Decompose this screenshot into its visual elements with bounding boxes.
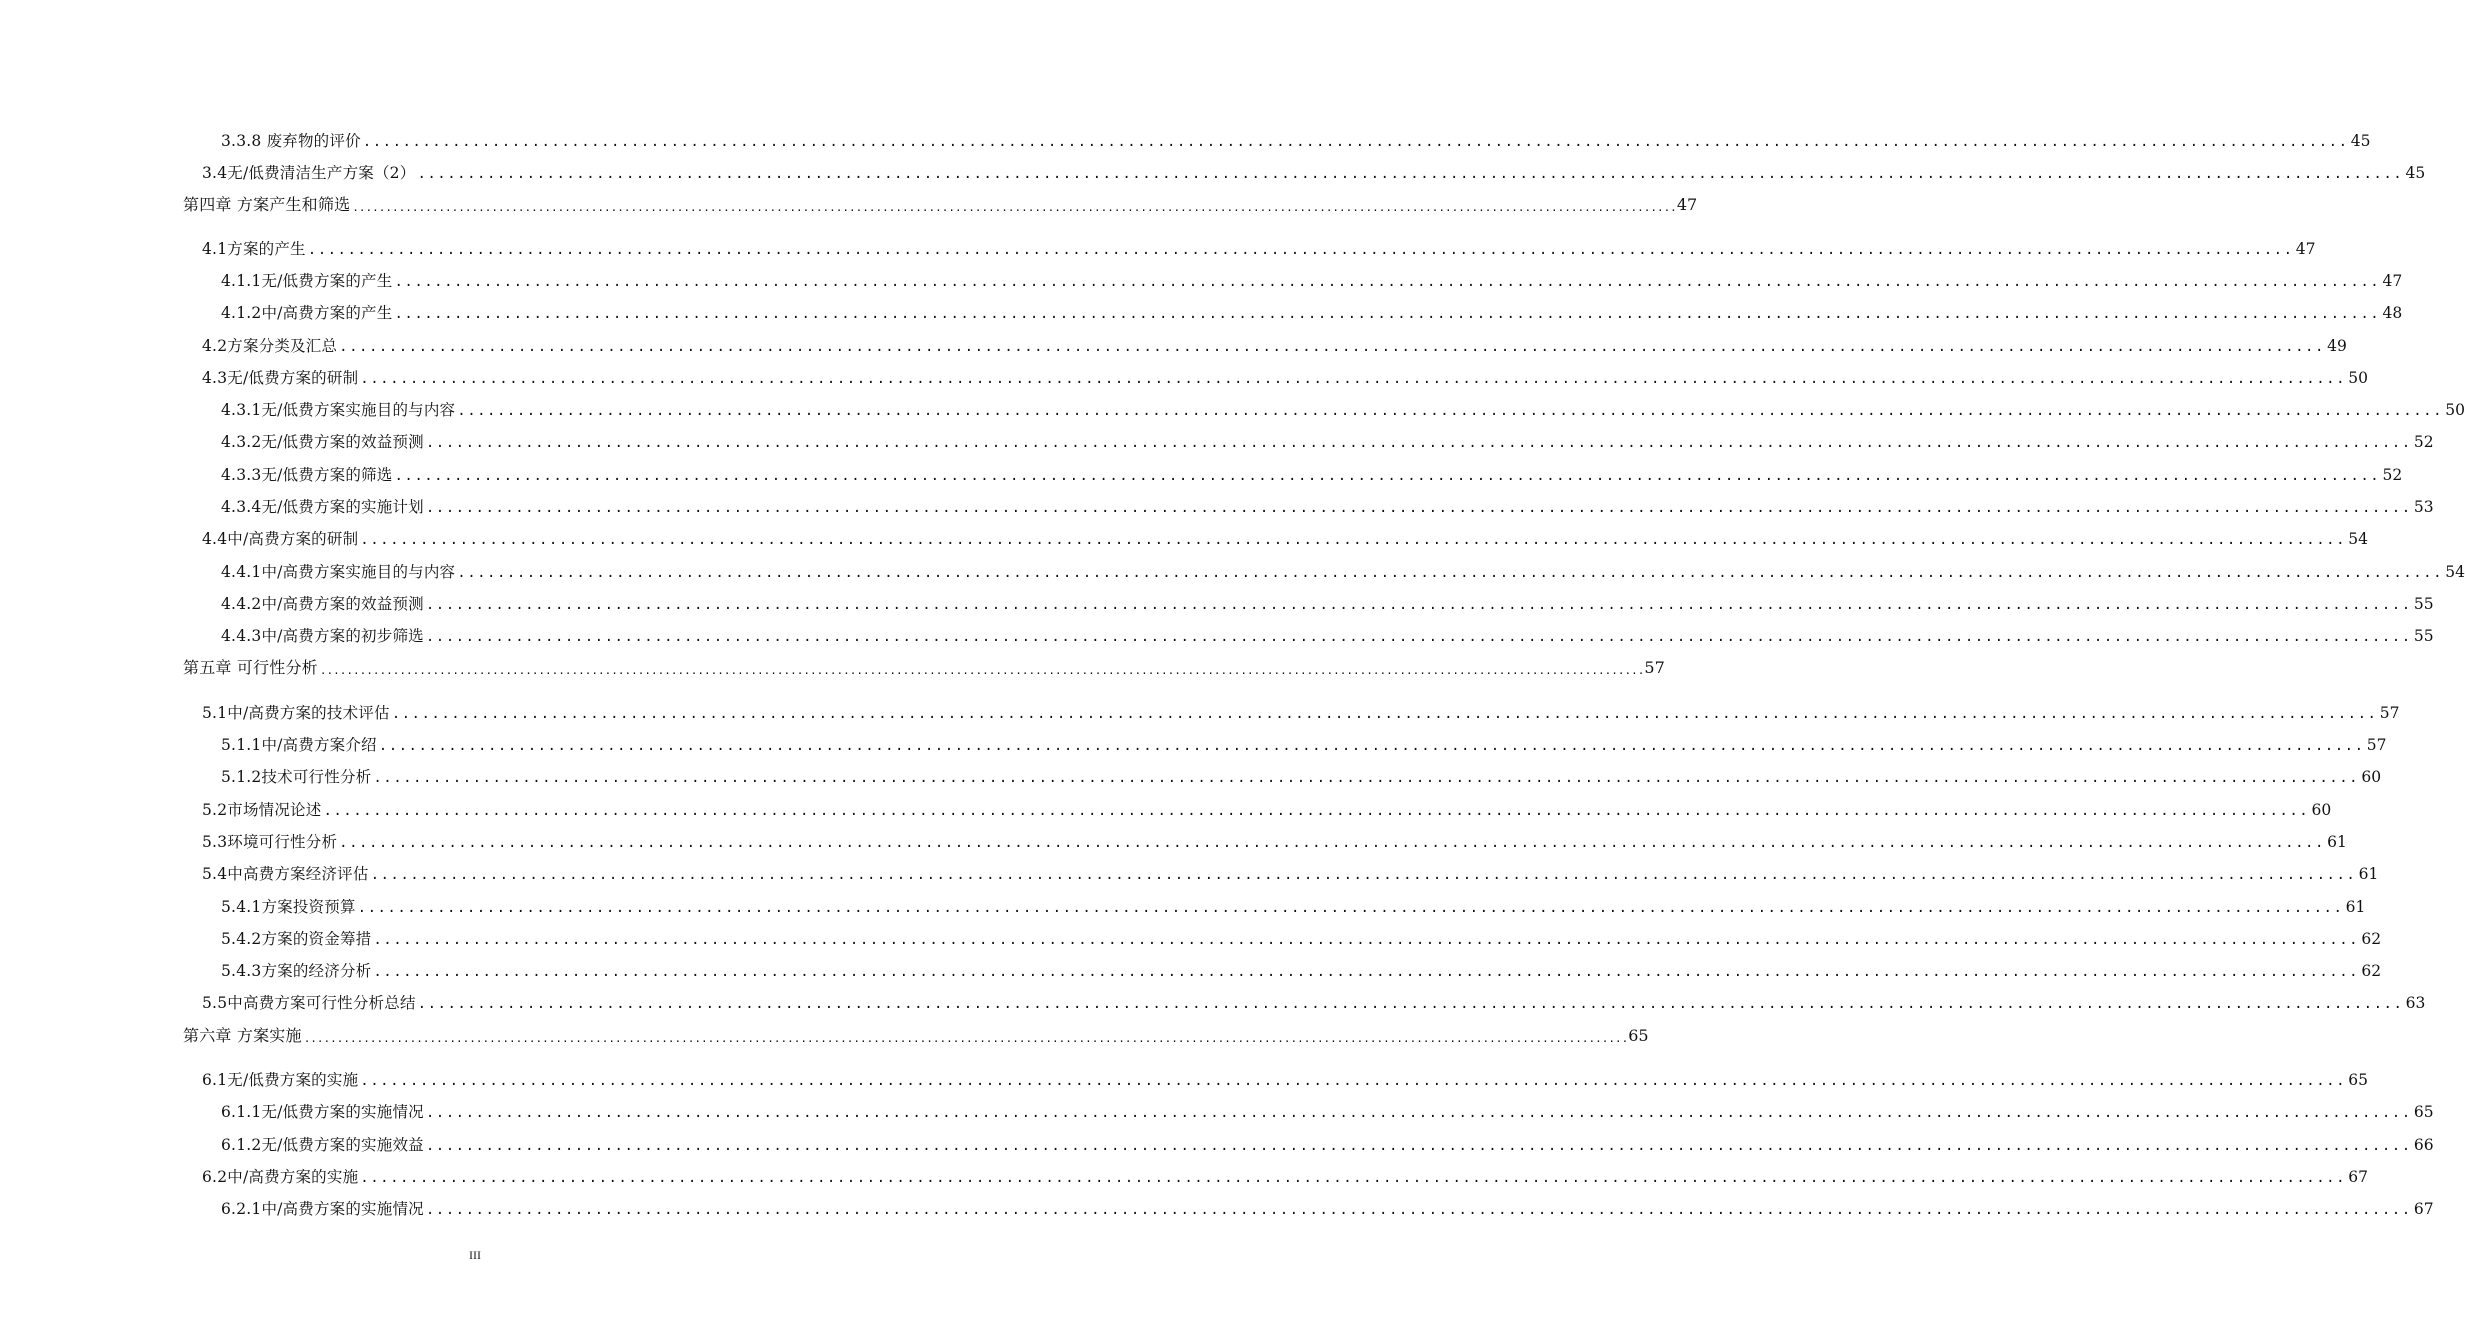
toc-entry-label: 4.4.3中/高费方案的初步筛选 [221, 627, 424, 645]
toc-entry[interactable] [221, 590, 2434, 614]
toc-entry[interactable] [221, 299, 2403, 323]
toc-dot-leader: ........................................................................................................................................................................................................ [425, 1105, 2412, 1121]
toc-entry-label: 5.1中/高费方案的技术评估 [202, 704, 390, 722]
toc-dot-leader: ........................................................................................................................................................................................................ [417, 166, 2404, 182]
toc-entry-label: 第六章 方案实施 [183, 1026, 302, 1045]
toc-entry[interactable] [202, 1163, 2369, 1187]
toc-page-number: 61 [2327, 833, 2347, 851]
toc-entry[interactable] [221, 396, 2465, 420]
toc-entry[interactable] [202, 332, 2347, 356]
toc-page-number: 65 [2348, 1071, 2369, 1089]
toc-dot-leader: ........................................................................................................................................................................................................ [425, 597, 2412, 613]
toc-entry[interactable] [202, 364, 2369, 388]
toc-entry-label: 3.3.8 废弃物的评价 [221, 132, 361, 150]
toc-dot-leader: ........................................................................................................................................................................................................ [425, 500, 2412, 516]
toc-dot-leader: ........................................................................................................................................................................................................ [360, 371, 2347, 387]
toc-entry-label: 第五章 可行性分析 [183, 658, 318, 677]
toc-entry-label: 6.1无/低费方案的实施 [202, 1071, 359, 1089]
toc-entry[interactable] [202, 828, 2347, 852]
toc-dot-leader: ........................................................................................................................................................................................................ [319, 664, 1645, 677]
toc-page-number: 57 [2366, 736, 2387, 754]
toc-entry-label: 4.3.4无/低费方案的实施计划 [221, 498, 424, 516]
toc-entry-label: 5.4.2方案的资金筹措 [221, 930, 372, 948]
toc-entry-label: 3.4无/低费清洁生产方案（2） [202, 164, 416, 182]
toc-entry[interactable] [202, 699, 2400, 723]
toc-entry-label: 6.2.1中/高费方案的实施情况 [221, 1200, 424, 1218]
toc-page-number: 50 [2445, 401, 2465, 419]
toc-dot-leader: ........................................................................................................................................................................................................ [360, 1170, 2347, 1186]
toc-entry-label: 5.1.2技术可行性分析 [221, 768, 372, 786]
toc-dot-leader: ........................................................................................................................................................................................................ [307, 242, 2294, 258]
toc-dot-leader: ........................................................................................................................................................................................................ [391, 706, 2378, 722]
toc-page-number: 63 [2405, 994, 2426, 1012]
toc-entry[interactable] [221, 893, 2366, 917]
toc-entry[interactable] [221, 1195, 2434, 1219]
toc-dot-leader: ........................................................................................................................................................................................................ [352, 201, 1677, 214]
toc-entry-label: 4.3.3无/低费方案的筛选 [221, 466, 393, 484]
toc-entry[interactable] [221, 925, 2382, 949]
toc-page-number: 45 [2350, 132, 2371, 150]
toc-entry-label: 5.5中高费方案可行性分析总结 [202, 994, 416, 1012]
toc-page-number: 47 [2295, 240, 2316, 258]
toc-page-number: 66 [2413, 1136, 2434, 1154]
toc-page-number: 52 [2413, 433, 2434, 451]
toc-dot-leader: ........................................................................................................................................................................................................ [425, 1202, 2412, 1218]
toc-entry-label: 5.2市场情况论述 [202, 801, 322, 819]
toc-entry-label: 5.4.1方案投资预算 [221, 898, 356, 916]
toc-entry[interactable] [221, 461, 2403, 485]
toc-entry[interactable] [221, 127, 2371, 151]
toc-entry[interactable] [202, 525, 2369, 549]
toc-chapter-entry[interactable] [183, 654, 1665, 678]
toc-dot-leader: ........................................................................................................................................................................................................ [425, 629, 2412, 645]
toc-dot-leader: ........................................................................................................................................................................................................ [339, 835, 2325, 851]
toc-page-number: 54 [2348, 530, 2369, 548]
toc-page-number: 67 [2348, 1168, 2369, 1186]
toc-dot-leader: ........................................................................................................................................................................................................ [362, 134, 2349, 150]
toc-dot-leader: ........................................................................................................................................................................................................ [323, 803, 2310, 819]
toc-entry-label: 4.3无/低费方案的研制 [202, 369, 359, 387]
toc-page-number: 62 [2361, 930, 2382, 948]
toc-dot-leader: ........................................................................................................................................................................................................ [339, 339, 2325, 355]
toc-page-number: 48 [2382, 304, 2403, 322]
toc-entry[interactable] [221, 957, 2382, 981]
toc-entry[interactable] [202, 796, 2332, 820]
toc-entry[interactable] [221, 622, 2434, 646]
toc-entry[interactable] [202, 1066, 2369, 1090]
toc-dot-leader: ........................................................................................................................................................................................................ [360, 1073, 2347, 1089]
toc-entry-label: 4.1.2中/高费方案的产生 [221, 304, 393, 322]
toc-entry-label: 4.2方案分类及汇总 [202, 337, 338, 355]
toc-entry[interactable] [221, 731, 2387, 755]
toc-dot-leader: ........................................................................................................................................................................................................ [357, 900, 2344, 916]
toc-entry-label: 6.1.1无/低费方案的实施情况 [221, 1103, 424, 1121]
toc-entry-label: 4.3.2无/低费方案的效益预测 [221, 433, 424, 451]
toc-dot-leader: ........................................................................................................................................................................................................ [394, 468, 2381, 484]
toc-page-number: 57 [2379, 704, 2400, 722]
toc-page-number: 52 [2382, 466, 2403, 484]
toc-entry[interactable] [221, 763, 2382, 787]
toc-page-number: 53 [2413, 498, 2434, 516]
toc-page-number: 57 [1644, 658, 1665, 677]
toc-page-number: 55 [2413, 595, 2434, 613]
toc-page-number: 49 [2327, 337, 2347, 355]
toc-entry[interactable] [202, 989, 2426, 1013]
toc-entry-label: 4.4.2中/高费方案的效益预测 [221, 595, 424, 613]
toc-page-number: 47 [1676, 195, 1698, 214]
toc-dot-leader: ........................................................................................................................................................................................................ [425, 435, 2412, 451]
toc-entry-label: 4.1方案的产生 [202, 240, 306, 258]
toc-dot-leader: ........................................................................................................................................................................................................ [457, 565, 2444, 581]
toc-page-number: 60 [2361, 768, 2382, 786]
toc-entry[interactable] [221, 1098, 2434, 1122]
toc-page-number: 62 [2361, 962, 2382, 980]
toc-dot-leader: ........................................................................................................................................................................................................ [394, 274, 2381, 290]
toc-entry-label: 5.4.3方案的经济分析 [221, 962, 372, 980]
toc-entry-label: 5.4中高费方案经济评估 [202, 865, 369, 883]
toc-entry-label: 4.1.1无/低费方案的产生 [221, 272, 393, 290]
toc-entry-label: 第四章 方案产生和筛选 [183, 195, 351, 214]
page-number: III [469, 1248, 481, 1262]
toc-entry[interactable] [202, 235, 2316, 259]
toc-entry-label: 4.3.1无/低费方案实施目的与内容 [221, 401, 456, 419]
toc-entry-label: 5.1.1中/高费方案介绍 [221, 736, 377, 754]
toc-entry-label: 4.4中/高费方案的研制 [202, 530, 359, 548]
toc-page-number: 65 [2413, 1103, 2434, 1121]
toc-entry-label: 5.3环境可行性分析 [202, 833, 338, 851]
toc-entry-label: 6.2中/高费方案的实施 [202, 1168, 359, 1186]
toc-dot-leader: ........................................................................................................................................................................................................ [425, 1138, 2412, 1154]
toc-dot-leader: ........................................................................................................................................................................................................ [373, 932, 2360, 948]
toc-dot-leader: ........................................................................................................................................................................................................ [303, 1032, 1629, 1045]
toc-entry[interactable] [202, 860, 2379, 884]
toc-page-number: 55 [2413, 627, 2434, 645]
toc-dot-leader: ........................................................................................................................................................................................................ [360, 532, 2347, 548]
toc-dot-leader: ........................................................................................................................................................................................................ [394, 306, 2381, 322]
toc-entry[interactable] [221, 267, 2403, 291]
toc-dot-leader: ........................................................................................................................................................................................................ [457, 403, 2444, 419]
toc-dot-leader: ........................................................................................................................................................................................................ [373, 770, 2360, 786]
toc-dot-leader: ........................................................................................................................................................................................................ [373, 964, 2360, 980]
toc-page-number: 50 [2348, 369, 2369, 387]
toc-page-number: 45 [2405, 164, 2426, 182]
toc-entry[interactable] [221, 493, 2434, 517]
toc-page-number: 61 [2358, 865, 2379, 883]
toc-page-number: 60 [2311, 801, 2332, 819]
toc-entry[interactable] [221, 428, 2434, 452]
toc-dot-leader: ........................................................................................................................................................................................................ [370, 867, 2357, 883]
toc-chapter-entry[interactable] [183, 1022, 1649, 1046]
toc-dot-leader: ........................................................................................................................................................................................................ [378, 738, 2365, 754]
toc-page-number: 61 [2345, 898, 2366, 916]
toc-page-number: 47 [2382, 272, 2403, 290]
toc-page-number: 65 [1628, 1026, 1649, 1045]
toc-dot-leader: ........................................................................................................................................................................................................ [417, 996, 2404, 1012]
toc-page-number: 54 [2445, 563, 2465, 581]
toc-page-number: 67 [2413, 1200, 2434, 1218]
toc-entry[interactable] [202, 159, 2426, 183]
toc-entry[interactable] [221, 558, 2465, 582]
toc-entry-label: 4.4.1中/高费方案实施目的与内容 [221, 563, 456, 581]
toc-chapter-entry[interactable] [183, 191, 1698, 215]
toc-entry-label: 6.1.2无/低费方案的实施效益 [221, 1136, 424, 1154]
toc-entry[interactable] [221, 1131, 2434, 1155]
